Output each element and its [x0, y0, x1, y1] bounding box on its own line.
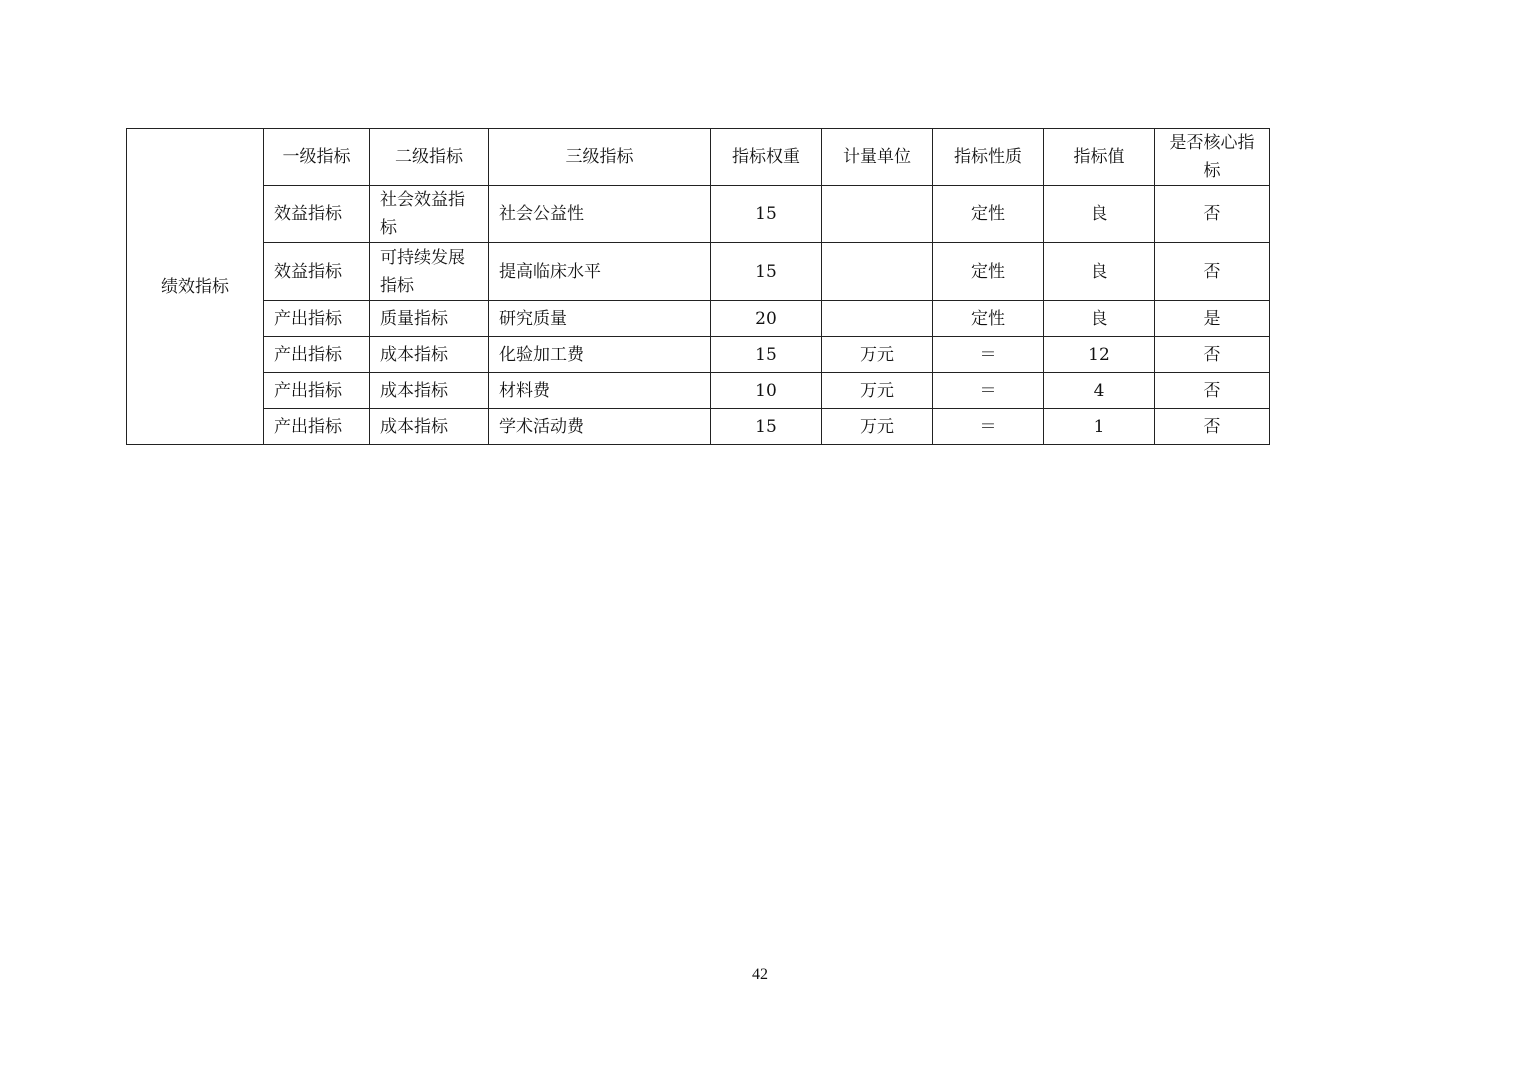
table-row — [127, 186, 1270, 243]
cell-core: 否 — [1155, 409, 1270, 445]
performance-indicator-table — [126, 128, 1270, 445]
cell-value: 良 — [1044, 243, 1155, 301]
cell-value: 良 — [1044, 301, 1155, 337]
cell-core: 是 — [1155, 301, 1270, 337]
cell-level2: 质量指标 — [370, 301, 489, 337]
header-level3: 三级指标 — [489, 129, 711, 186]
cell-level2: 成本指标 — [370, 409, 489, 445]
cell-weight: 10 — [711, 373, 822, 409]
cell-unit — [822, 243, 933, 301]
cell-nature: 定性 — [933, 186, 1044, 243]
cell-level2: 可持续发展指标 — [370, 243, 489, 301]
cell-level1: 效益指标 — [264, 243, 370, 301]
cell-nature: ＝ — [933, 337, 1044, 373]
cell-value: 1 — [1044, 409, 1155, 445]
cell-level3: 提高临床水平 — [489, 243, 711, 301]
cell-unit: 万元 — [822, 409, 933, 445]
cell-level1: 产出指标 — [264, 409, 370, 445]
table-row — [127, 243, 1270, 301]
cell-level3: 化验加工费 — [489, 337, 711, 373]
cell-unit: 万元 — [822, 373, 933, 409]
cell-value: 12 — [1044, 337, 1155, 373]
cell-weight: 15 — [711, 409, 822, 445]
cell-nature: 定性 — [933, 301, 1044, 337]
table-header-row — [127, 129, 1270, 186]
cell-value: 4 — [1044, 373, 1155, 409]
cell-level3: 社会公益性 — [489, 186, 711, 243]
cell-level3: 学术活动费 — [489, 409, 711, 445]
cell-nature: ＝ — [933, 373, 1044, 409]
table-row — [127, 337, 1270, 373]
cell-weight: 15 — [711, 186, 822, 243]
category-cell: 绩效指标 — [127, 129, 264, 445]
cell-level3: 材料费 — [489, 373, 711, 409]
header-weight: 指标权重 — [711, 129, 822, 186]
cell-unit: 万元 — [822, 337, 933, 373]
cell-level1: 产出指标 — [264, 337, 370, 373]
cell-core: 否 — [1155, 337, 1270, 373]
table-row — [127, 301, 1270, 337]
cell-core: 否 — [1155, 373, 1270, 409]
header-unit: 计量单位 — [822, 129, 933, 186]
cell-level2: 社会效益指标 — [370, 186, 489, 243]
header-core: 是否核心指标 — [1155, 129, 1270, 186]
cell-level2: 成本指标 — [370, 337, 489, 373]
table-row — [127, 409, 1270, 445]
header-value: 指标值 — [1044, 129, 1155, 186]
cell-weight: 15 — [711, 337, 822, 373]
page-number: 42 — [752, 966, 768, 983]
cell-weight: 20 — [711, 301, 822, 337]
cell-unit — [822, 186, 933, 243]
cell-level1: 效益指标 — [264, 186, 370, 243]
cell-level1: 产出指标 — [264, 373, 370, 409]
cell-core: 否 — [1155, 186, 1270, 243]
cell-level1: 产出指标 — [264, 301, 370, 337]
header-level2: 二级指标 — [370, 129, 489, 186]
header-level1: 一级指标 — [264, 129, 370, 186]
cell-nature: ＝ — [933, 409, 1044, 445]
cell-weight: 15 — [711, 243, 822, 301]
cell-value: 良 — [1044, 186, 1155, 243]
cell-core: 否 — [1155, 243, 1270, 301]
table-row — [127, 373, 1270, 409]
cell-level2: 成本指标 — [370, 373, 489, 409]
cell-nature: 定性 — [933, 243, 1044, 301]
header-nature: 指标性质 — [933, 129, 1044, 186]
cell-unit — [822, 301, 933, 337]
cell-level3: 研究质量 — [489, 301, 711, 337]
